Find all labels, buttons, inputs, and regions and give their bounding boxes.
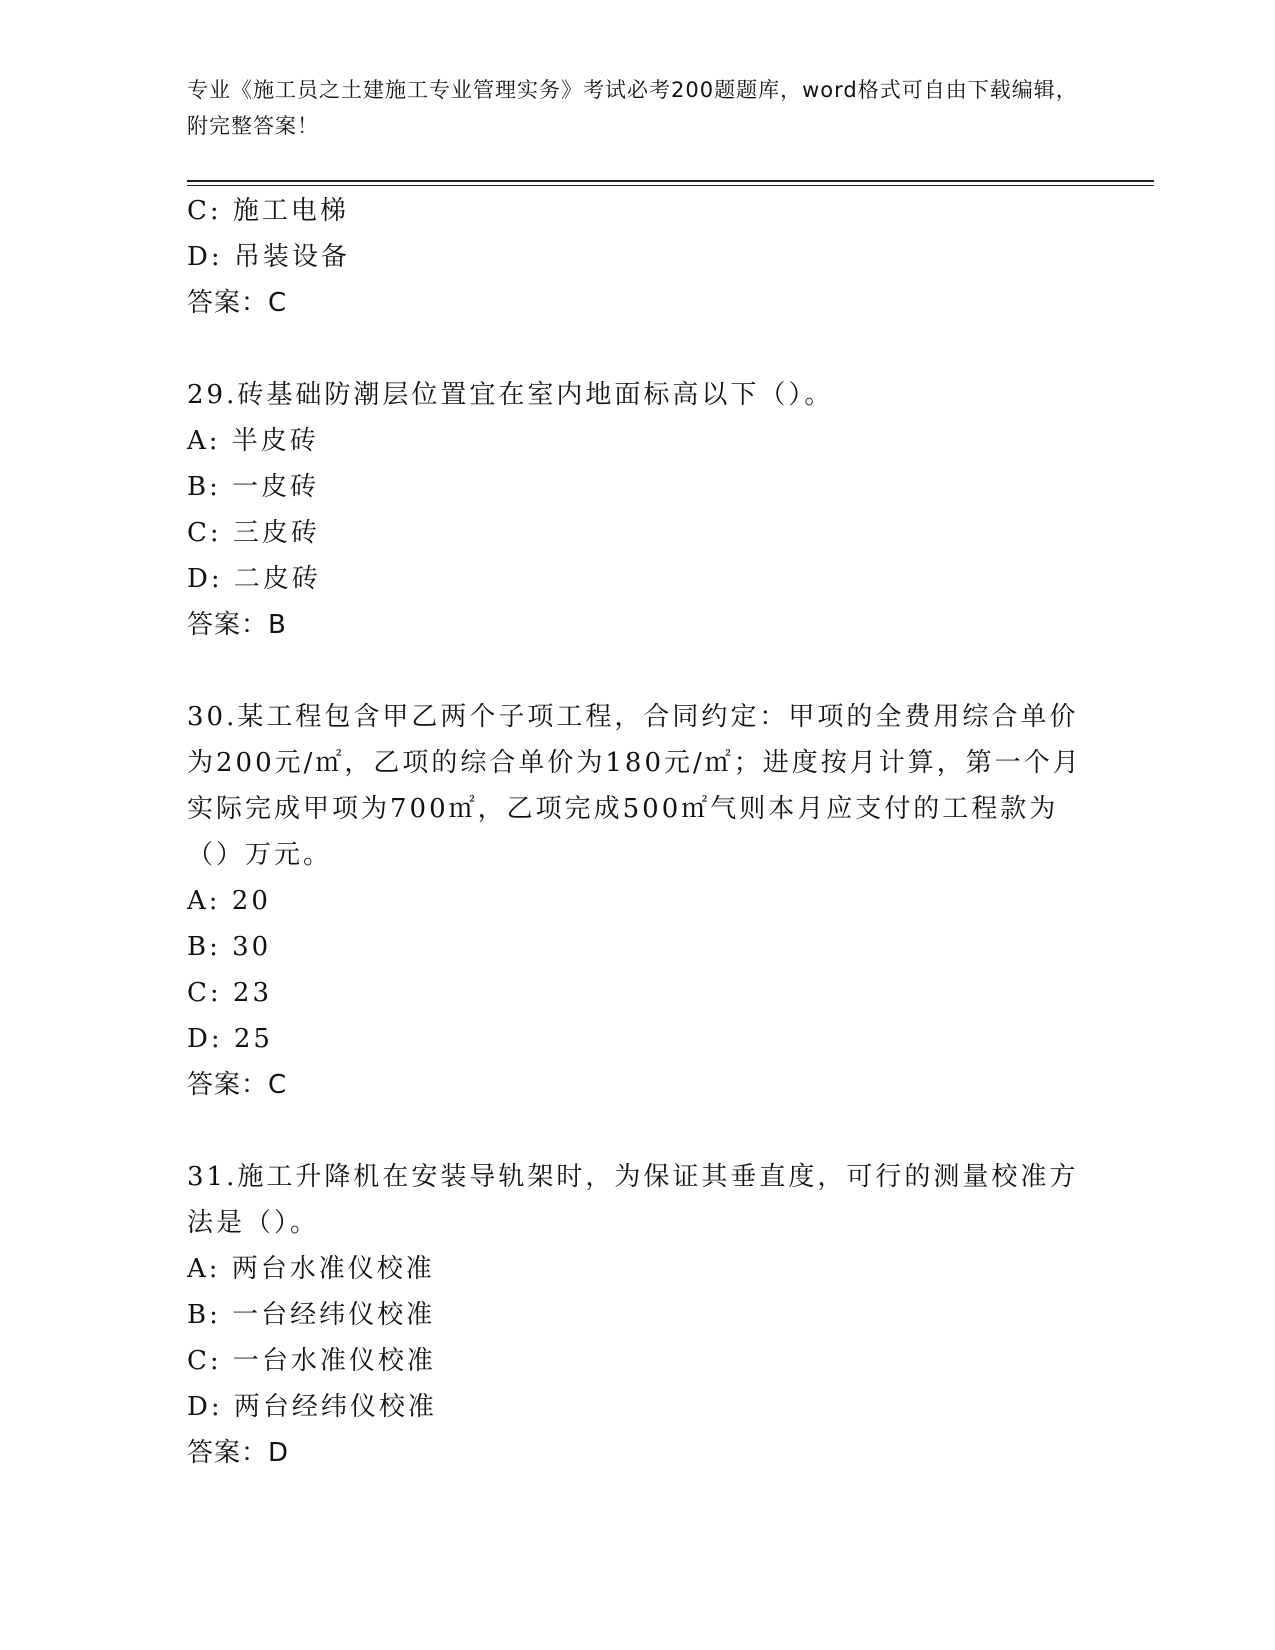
question-list	[187, 188, 1087, 1476]
question-29	[187, 372, 1087, 648]
option-a: A: 半皮砖	[187, 426, 319, 456]
option-c: C: 施工电梯	[187, 196, 349, 226]
question-text: 31.施工升降机在安装导轨架时，为保证其垂直度，可行的测量校准方法是（）。	[187, 1162, 1079, 1238]
option-d: D: 吊装设备	[187, 242, 350, 272]
question-30	[187, 694, 1087, 1108]
option-d: D: 25	[187, 1024, 273, 1054]
answer-line: 答案：C	[187, 1070, 288, 1100]
option-b: B: 30	[187, 932, 272, 962]
question-31	[187, 1154, 1087, 1476]
answer-line: 答案：B	[187, 610, 287, 640]
document-header: 专业《施工员之土建施工专业管理实务》考试必考200题题库，word格式可自由下载编辑，附完整答案！	[187, 78, 1078, 138]
option-a: A: 两台水准仪校准	[187, 1254, 435, 1284]
question-text: 30.某工程包含甲乙两个子项工程，合同约定：甲项的全费用综合单价为200元/㎡，乙项的综合单价为180元/㎡；进度按月计算，第一个月实际完成甲项为700㎡，乙项完成500㎡气则本月应支付的工程款为（）万元。	[187, 702, 1082, 870]
option-c: C: 一台水准仪校准	[187, 1346, 436, 1376]
answer-line: 答案：D	[187, 1438, 290, 1468]
header-divider-thick	[187, 180, 1154, 182]
answer-line: 答案：C	[187, 288, 288, 318]
header-divider-thin	[187, 185, 1154, 186]
option-c: C: 三皮砖	[187, 518, 320, 548]
question-text: 29.砖基础防潮层位置宜在室内地面标高以下（）。	[187, 380, 834, 410]
option-b: B: 一台经纬仪校准	[187, 1300, 436, 1330]
option-a: A: 20	[187, 886, 271, 916]
option-b: B: 一皮砖	[187, 472, 320, 502]
option-c: C: 23	[187, 978, 273, 1008]
prev-question-tail	[187, 188, 1087, 326]
option-d: D: 两台经纬仪校准	[187, 1392, 437, 1422]
option-d: D: 二皮砖	[187, 564, 321, 594]
